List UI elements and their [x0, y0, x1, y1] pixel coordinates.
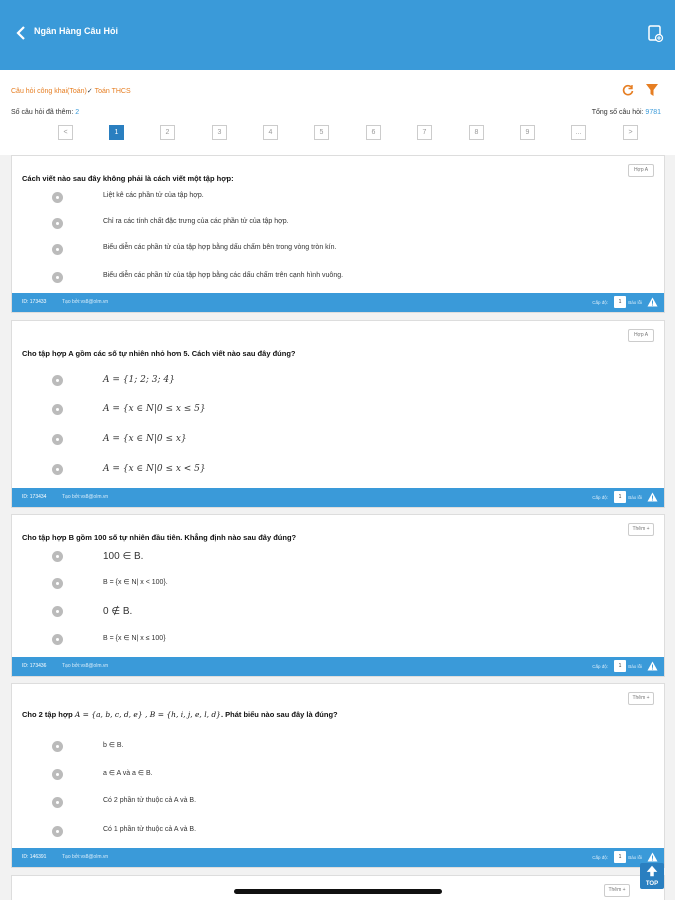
add-question-button[interactable]: Thêm +	[628, 523, 654, 536]
option-text: A = {x ∈ N|0 ≤ x < 5}	[103, 464, 206, 474]
radio-button[interactable]	[52, 606, 63, 617]
radio-button[interactable]	[52, 826, 63, 837]
page-button[interactable]: 1	[109, 125, 124, 140]
question-author: Tạo bởi:vs8@olm.vn	[62, 854, 109, 860]
question-card	[11, 155, 665, 313]
radio-button[interactable]	[52, 375, 63, 386]
question-id: ID: 173436	[22, 663, 47, 669]
radio-button[interactable]	[52, 797, 63, 808]
question-footer	[12, 293, 664, 312]
page-button[interactable]: 8	[469, 125, 484, 140]
page-button[interactable]: 3	[212, 125, 227, 140]
top-bar	[0, 0, 675, 70]
radio-button[interactable]	[52, 634, 63, 645]
level-value[interactable]: 1	[614, 491, 626, 503]
question-author: Tạo bởi:vs8@olm.vn	[62, 494, 109, 500]
question-id: ID: 173433	[22, 299, 47, 305]
radio-button[interactable]	[52, 272, 63, 283]
breadcrumb-public[interactable]: Câu hỏi công khai(Toán)	[11, 88, 87, 95]
radio-button[interactable]	[52, 404, 63, 415]
warning-icon[interactable]	[647, 852, 658, 862]
selected-count-label: Số câu hỏi đã thêm:	[11, 109, 76, 116]
option-text: A = {x ∈ N|0 ≤ x}	[103, 434, 187, 444]
report-label: Báo lỗi	[628, 664, 642, 669]
arrow-up-icon	[640, 864, 664, 878]
radio-button[interactable]	[52, 578, 63, 589]
option-text: A = {1; 2; 3; 4}	[103, 375, 175, 385]
scroll-top-button[interactable]	[640, 863, 664, 889]
level-label: Cấp độ:	[592, 664, 608, 669]
option-text: Biểu diễn các phần tử của tập hợp bằng các dấu chấm trên cạnh hình vuông.	[103, 272, 344, 279]
page-button[interactable]: 7	[417, 125, 432, 140]
radio-button[interactable]	[52, 769, 63, 780]
page-button[interactable]: ...	[571, 125, 586, 140]
warning-icon[interactable]	[647, 297, 658, 307]
question-author: Tạo bởi:vs8@olm.vn	[62, 299, 109, 305]
option-text: Có 2 phần tử thuộc cả A và B.	[103, 797, 197, 804]
question-card	[11, 320, 665, 508]
level-label: Cấp độ:	[592, 300, 608, 305]
option-text: Chỉ ra các tính chất đặc trưng của các phần tử của tập hợp.	[103, 218, 289, 225]
home-indicator	[234, 889, 442, 894]
option-text: Biểu diễn các phần tử của tập hợp bằng dấu chấm bên trong vòng tròn kín.	[103, 244, 337, 251]
report-label: Báo lỗi	[628, 855, 642, 860]
radio-button[interactable]	[52, 218, 63, 229]
level-value[interactable]: 1	[614, 851, 626, 863]
report-label: Báo lỗi	[628, 300, 642, 305]
radio-button[interactable]	[52, 244, 63, 255]
option-text: a ∈ A và a ∈ B.	[103, 770, 153, 777]
option-text: B = {x ∈ N| x ≤ 100}	[103, 635, 166, 642]
question-text	[22, 710, 338, 719]
edit-document-icon[interactable]	[647, 24, 665, 44]
level-label: Cấp độ:	[592, 495, 608, 500]
add-question-button[interactable]: Hợp A	[628, 164, 654, 177]
filter-panel	[0, 70, 675, 155]
breadcrumb[interactable]	[11, 87, 131, 95]
warning-icon[interactable]	[647, 492, 658, 502]
level-value[interactable]: 1	[614, 660, 626, 672]
page-prev-button[interactable]: <	[58, 125, 73, 140]
selected-count-value: 2	[75, 109, 80, 116]
page-button[interactable]: 9	[520, 125, 535, 140]
add-question-button[interactable]: Hợp A	[628, 329, 654, 342]
radio-button[interactable]	[52, 434, 63, 445]
question-text: Cho tập hợp B gồm 100 số tự nhiên đầu tiên. Khẳng định nào sau đây đúng?	[22, 533, 297, 542]
option-text: Liệt kê các phần tử của tập hợp.	[103, 192, 204, 199]
question-id: ID: 146391	[22, 854, 47, 860]
option-text: 0 ∉ B.	[103, 606, 133, 617]
question-card	[11, 875, 665, 900]
add-question-button[interactable]: Thêm +	[604, 884, 630, 897]
question-card	[11, 514, 665, 677]
option-text: Có 1 phần tử thuộc cả A và B.	[103, 826, 197, 833]
page-button[interactable]: 5	[314, 125, 329, 140]
question-card	[11, 683, 665, 868]
page-button[interactable]: 6	[366, 125, 381, 140]
page-button[interactable]: 2	[160, 125, 175, 140]
chevron-left-icon[interactable]	[12, 23, 32, 43]
question-text: Cách viết nào sau đây không phải là cách viết một tập hợp:	[22, 174, 234, 183]
add-question-button[interactable]: Thêm +	[628, 692, 654, 705]
question-author: Tạo bởi:vs8@olm.vn	[62, 663, 109, 669]
question-text-suffix: . Phát biểu nào sau đây là đúng?	[220, 710, 338, 719]
refresh-icon[interactable]	[621, 83, 635, 97]
level-label: Cấp độ:	[592, 855, 608, 860]
funnel-icon[interactable]	[645, 83, 659, 97]
breadcrumb-subject[interactable]: Toán THCS	[94, 88, 131, 95]
total-count	[592, 109, 661, 116]
report-label: Báo lỗi	[628, 495, 642, 500]
option-text: B = {x ∈ N| x < 100}.	[103, 579, 168, 586]
total-count-value: 9781	[645, 109, 661, 116]
question-id: ID: 173434	[22, 494, 47, 500]
option-text: A = {x ∈ N|0 ≤ x ≤ 5}	[103, 404, 206, 414]
question-text: Cho tập hợp A gồm các số tự nhiên nhỏ hơn 5. Cách viết nào sau đây đúng?	[22, 349, 296, 358]
question-math: A = {a, b, c, d, e} , B = {h, i, j, e, l, d}	[74, 710, 221, 719]
selected-count	[11, 109, 79, 116]
question-footer	[12, 848, 664, 867]
page-title: Ngân Hàng Câu Hỏi	[34, 26, 119, 36]
radio-button[interactable]	[52, 741, 63, 752]
radio-button[interactable]	[52, 551, 63, 562]
warning-icon[interactable]	[647, 661, 658, 671]
page-button[interactable]: 4	[263, 125, 278, 140]
level-value[interactable]: 1	[614, 296, 626, 308]
question-footer	[12, 657, 664, 676]
page-next-button[interactable]: >	[623, 125, 638, 140]
check-icon: ✓	[86, 88, 93, 95]
total-count-label: Tổng số câu hỏi:	[591, 109, 646, 116]
scroll-top-label: TOP	[645, 881, 659, 887]
question-text-prefix: Cho 2 tập hợp	[22, 710, 75, 719]
radio-button[interactable]	[52, 192, 63, 203]
option-text: 100 ∈ B.	[103, 551, 144, 562]
question-footer	[12, 488, 664, 507]
option-text: b ∈ B.	[103, 742, 124, 749]
radio-button[interactable]	[52, 464, 63, 475]
